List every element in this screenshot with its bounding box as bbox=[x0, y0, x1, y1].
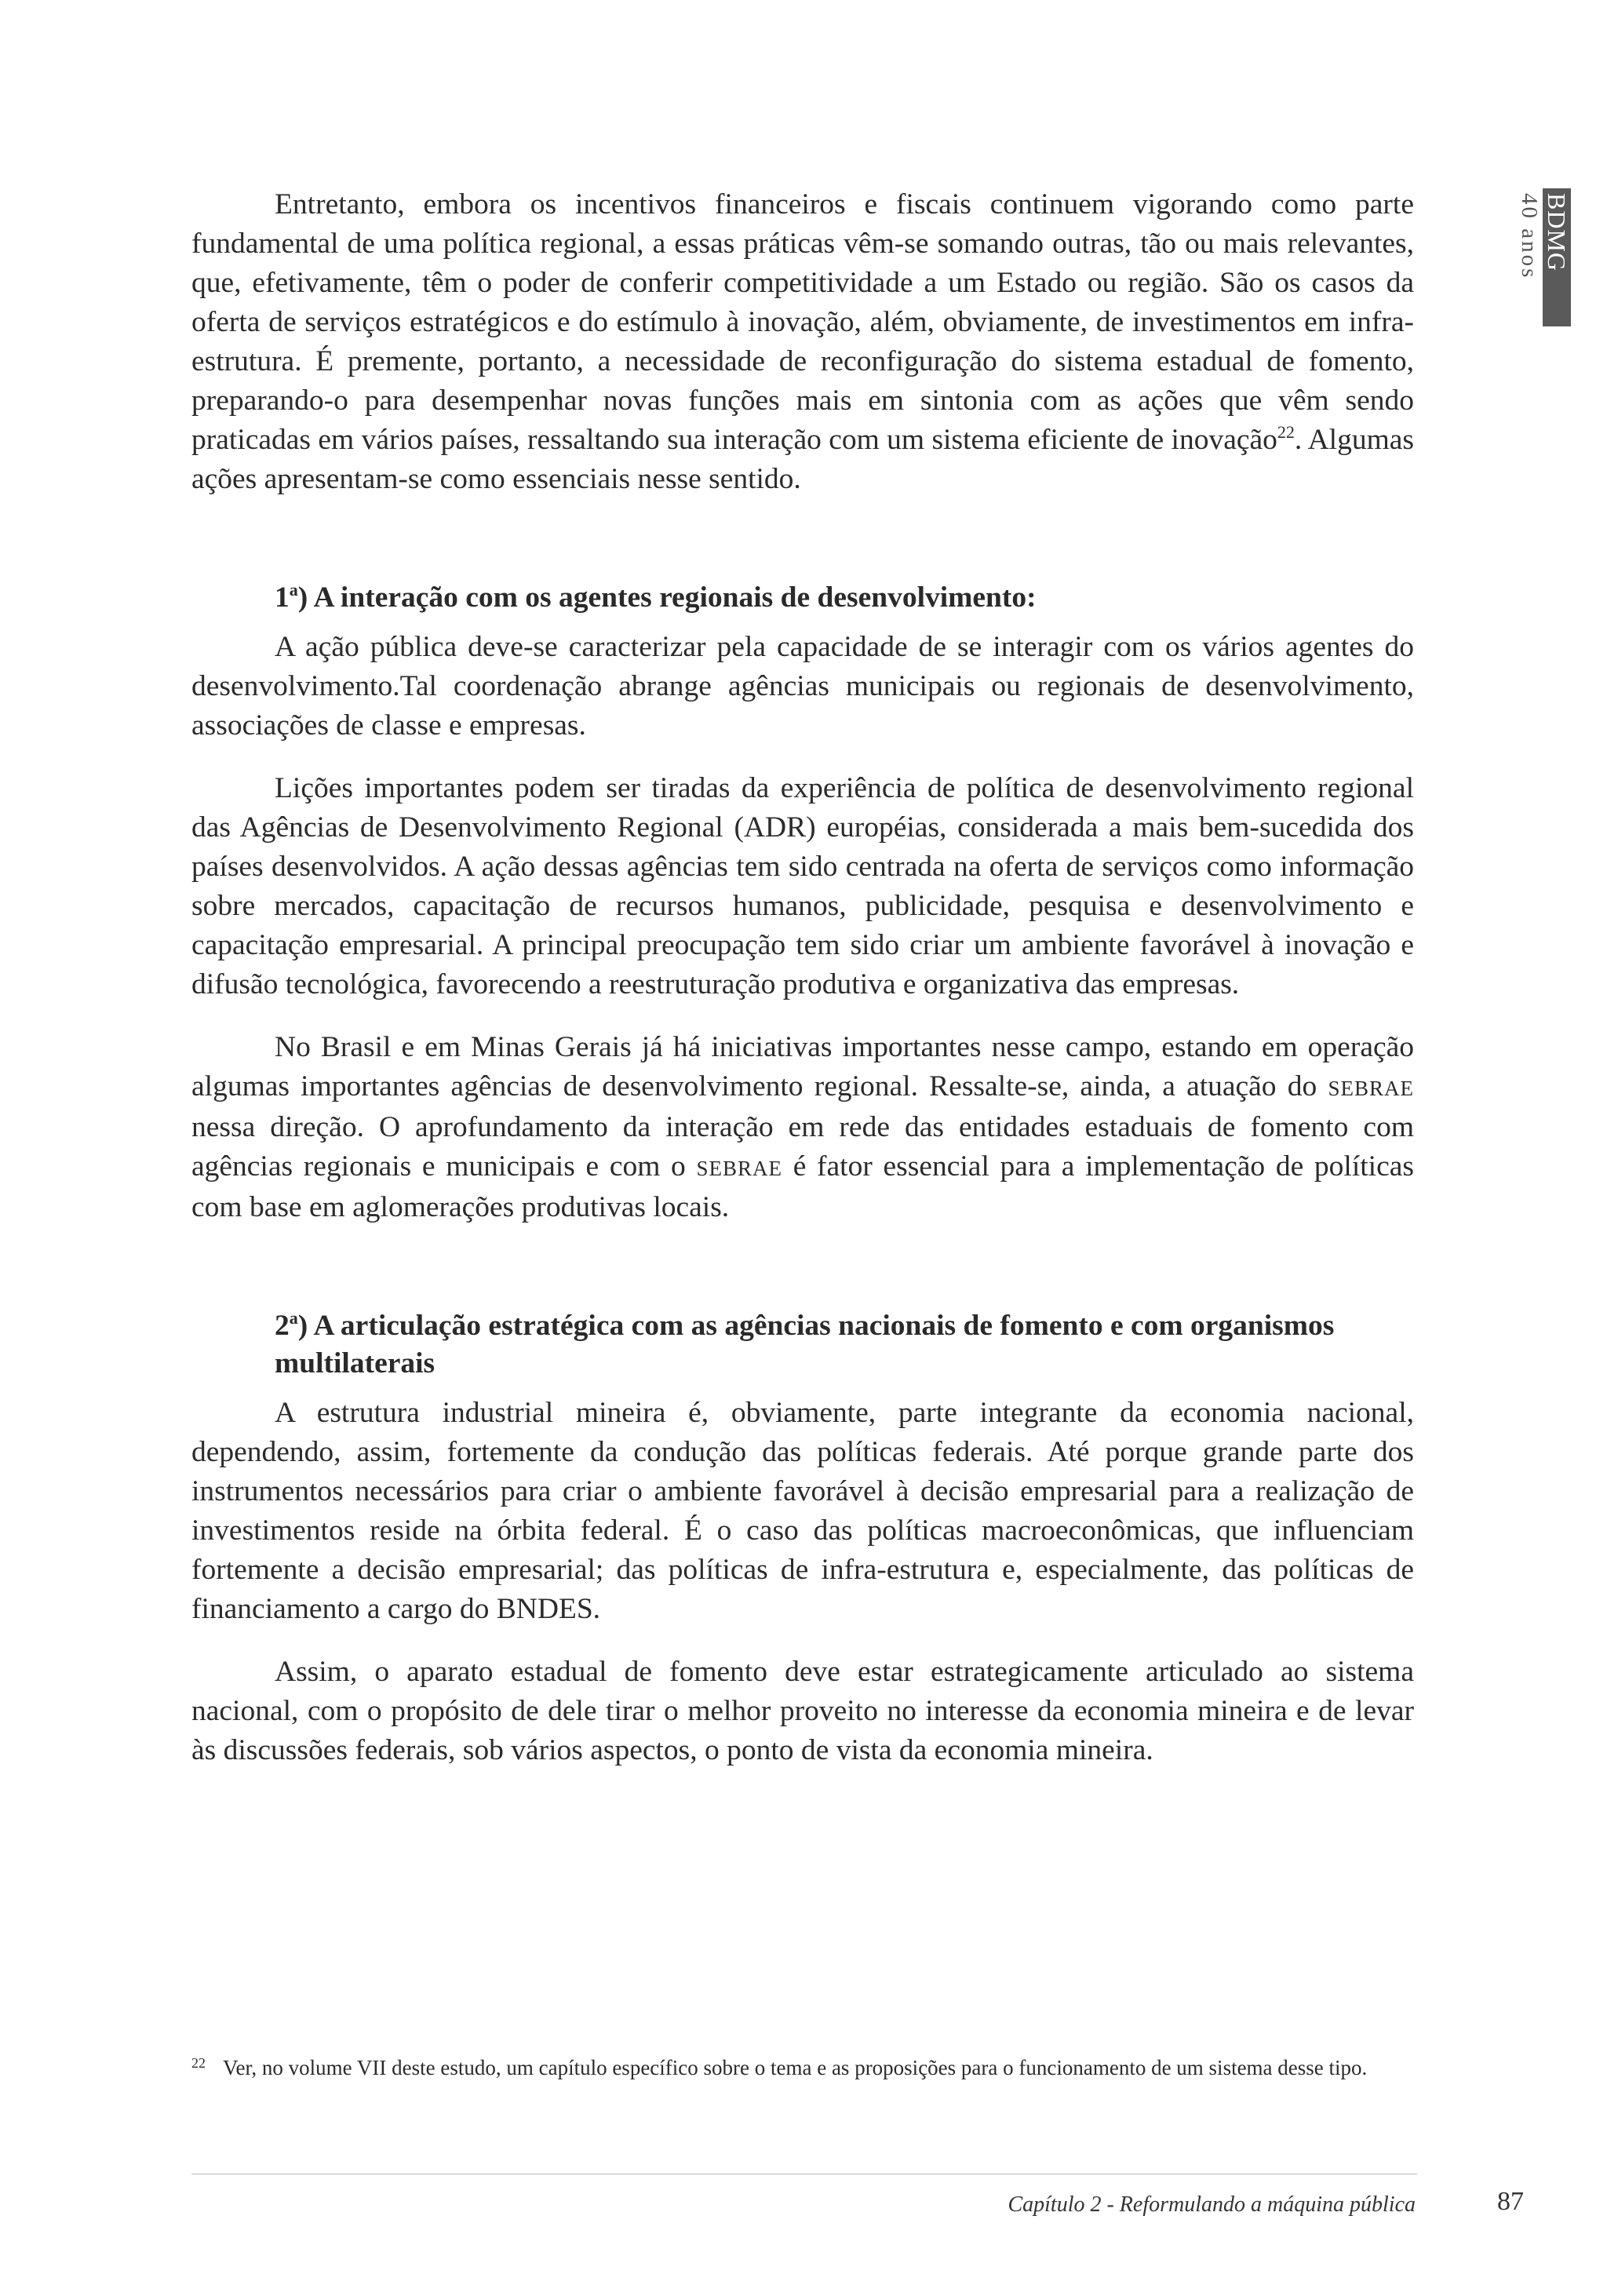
section-1-p3-text-c: é fator essencial para a implementação de políticas com base em aglomerações produtivas locais. bbox=[191, 1150, 1414, 1223]
section-2-paragraph-1: A estrutura industrial mineira é, obviamente, parte integrante da economia nacional, dependendo, assim, fortemente da condução das políticas federais. Até porque grande parte dos instrumentos necessários para criar o ambiente favorável à decisão empresarial para a realização de investimentos reside na órbita federal. É o caso das políticas macroeconômicas, que influenciam fortemente a decisão empresarial; das políticas de infra-estrutura e, especialmente, das políticas de financiamento a cargo do BNDES. bbox=[191, 1397, 1414, 1625]
section-1-paragraph-3 bbox=[191, 1028, 1414, 1227]
section-1-p3-text-a: No Brasil e em Minas Gerais já há iniciativas importantes nesse campo, estando em operação algumas importantes agências de desenvolvimento regional. Ressalte-se, ainda, a atuação do bbox=[191, 1031, 1414, 1102]
section-1-number: 1 bbox=[275, 581, 290, 614]
section-2-heading bbox=[191, 1307, 1414, 1383]
section-2-title: ) A articulação estratégica com as agências nacionais de fomento e com organismos multilaterais bbox=[275, 1310, 1335, 1379]
footer-chapter-title: Capítulo 2 - Reformulando a máquina pública bbox=[1008, 2192, 1416, 2217]
section-2-paragraph-2: Assim, o aparato estadual de fomento deve estar estrategicamente articulado ao sistema nacional, com o propósito de dele tirar o melhor proveito no interesse da economia mineira e de levar às discussões federais, sob vários aspectos, o ponto de vista da economia mineira. bbox=[191, 1656, 1414, 1766]
section-1-paragraph-2: Lições importantes podem ser tiradas da experiência de política de desenvolvimento regional das Agências de Desenvolvimento Regional (ADR) européias, considerada a mais bem-sucedida dos países desenvolvidos. A ação dessas agências tem sido centrada na oferta de serviços como informação sobre mercados, capacitação de recursos humanos, publicidade, pesquisa e desenvolvimento e capacitação empresarial. A principal preocupação tem sido criar um ambiente favorável à inovação e difusão tecnológica, favorecendo a reestruturação produtiva e organizativa das empresas. bbox=[191, 772, 1414, 1000]
section-2-number: 2 bbox=[275, 1310, 290, 1342]
main-content bbox=[191, 185, 1414, 1770]
sebrae-acronym: SEBRAE bbox=[696, 1157, 783, 1180]
side-tab-subtitle: 40 anos bbox=[1517, 193, 1542, 280]
footnote-text: Ver, no volume VII deste estudo, um capítulo específico sobre o tema e as proposições para o funcionamento de um sistema desse tipo. bbox=[223, 2056, 1368, 2079]
side-tab-brand: BDMG bbox=[1543, 188, 1571, 326]
footnote bbox=[191, 2053, 1416, 2083]
side-tab bbox=[1516, 188, 1571, 326]
side-tab-rotated bbox=[1516, 188, 1571, 326]
footnote-reference-22[interactable]: 22 bbox=[1277, 422, 1295, 442]
footnote-mark: 22 bbox=[191, 2055, 206, 2071]
section-1-p3-text-b: nessa direção. O aprofundamento da interação em rede das entidades estaduais de fomento com agências regionais e municipais e com o bbox=[191, 1111, 1414, 1183]
intro-text-a: Entretanto, embora os incentivos financeiros e fiscais continuem vigorando como parte fundamental de uma política regional, a essas práticas vêm-se somando outras, tão ou mais relevantes, que, efetivamente, têm o poder de conferir competitividade a um Estado ou região. São os casos da oferta de serviços estratégicos e do estímulo à inovação, além, obviamente, de investimentos em infra-estrutura. É premente, portanto, a necessidade de reconfiguração do sistema estadual de fomento, preparando-o para desempenhar novas funções mais em sintonia com as ações que vêm sendo praticadas em vários países, ressaltando sua interação com um sistema eficiente de inovação bbox=[191, 188, 1414, 456]
intro-paragraph bbox=[191, 185, 1414, 499]
section-1-title: ) A interação com os agentes regionais de desenvolvimento: bbox=[297, 581, 1037, 614]
page-number: 87 bbox=[1497, 2187, 1524, 2216]
sebrae-acronym: SEBRAE bbox=[1328, 1077, 1414, 1100]
section-2-ordinal: a bbox=[289, 1308, 298, 1328]
section-1-ordinal: a bbox=[289, 580, 298, 600]
section-1-heading bbox=[191, 579, 1414, 617]
intro-text-b: . Algumas ações apresentam-se como essenciais nesse sentido. bbox=[191, 424, 1414, 495]
section-1-paragraph-1: A ação pública deve-se caracterizar pela capacidade de se interagir com os vários agentes do desenvolvimento.Tal coordenação abrange agências municipais ou regionais de desenvolvimento, associações de classe e empresas. bbox=[191, 631, 1414, 742]
